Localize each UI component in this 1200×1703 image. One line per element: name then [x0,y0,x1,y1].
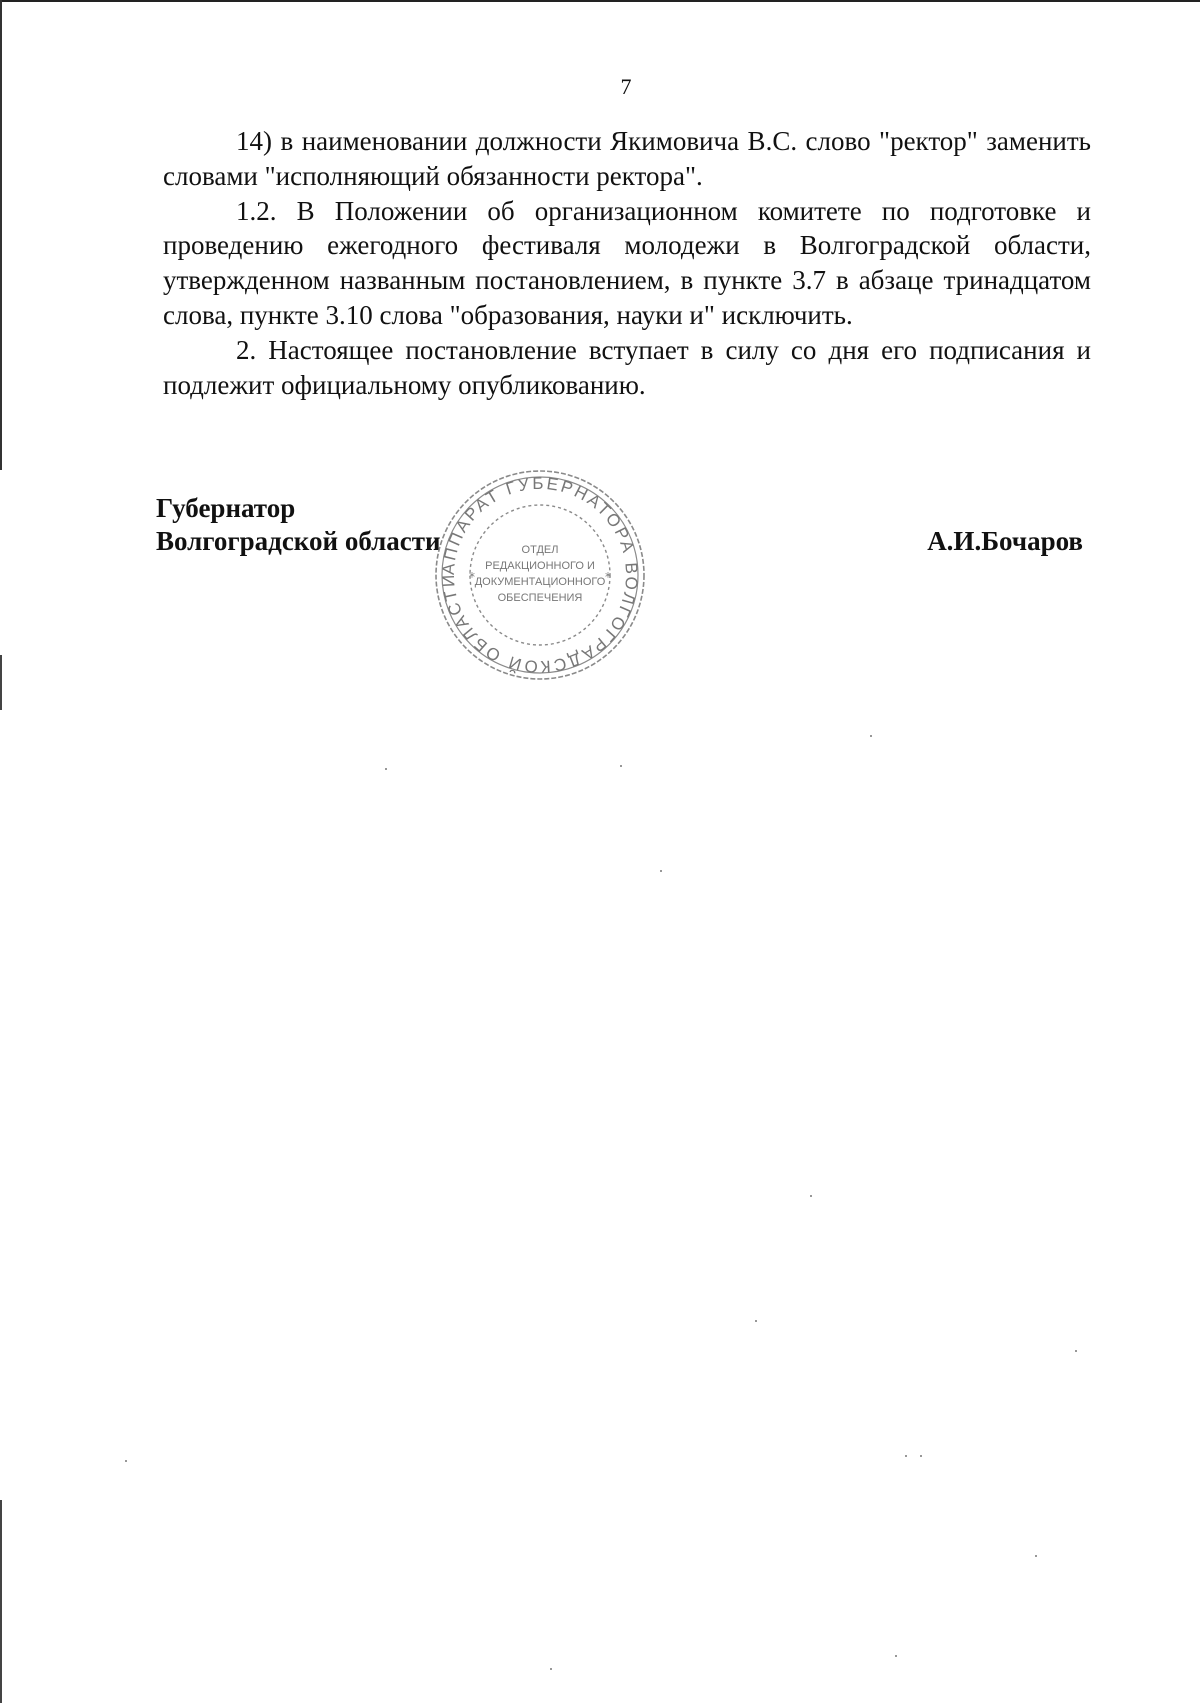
signatory-title [156,492,441,558]
scan-speck [620,765,622,767]
stamp-star-left: * [469,570,475,584]
scan-edge-left-bottom [0,1500,2,1703]
stamp-center-line4: ОБЕСПЕЧЕНИЯ [497,592,583,604]
stamp-center-line3: ДОКУМЕНТАЦИОННОГО [474,576,606,588]
paragraph-2: 2. Настоящее постановление вступает в силу со дня его подписания и подлежит официальному опубликованию. [163,334,1091,400]
stamp-center-line2: РЕДАКЦИОННОГО И [485,560,595,572]
scan-edge-left-mark [0,655,2,710]
stamp-inner-ring [470,505,610,645]
scan-speck [550,1668,552,1670]
signatory-title-line2: Волгоградской области [156,526,441,556]
stamp-outer-ring [436,471,644,679]
page-number: 7 [620,74,632,99]
scan-speck [660,870,662,872]
official-stamp [425,463,655,683]
stamp-ring-text: АППАРАТ ГУБЕРНАТОРА ВОЛГОГРАДСКОЙ ОБЛАСТИ [438,473,642,677]
signatory-name: А.И.Бочаров [927,526,1083,556]
scan-speck [810,1195,812,1197]
stamp-center-line1: ОТДЕЛ [521,544,559,556]
scan-speck [755,1320,757,1322]
scan-edge-top [0,0,1200,2]
scan-edge-left [0,0,2,470]
document-body [163,124,1091,402]
scan-speck [1075,1350,1077,1352]
signatory-title-line1: Губернатор [156,493,296,523]
paragraph-item-14: 14) в наименовании должности Якимовича В.С. слово "ректор" заменить словами "исполняющий обязанности ректора". [163,126,1091,191]
scan-speck [895,1655,897,1657]
paragraph-1-2: 1.2. В Положении об организационном комитете по подготовке и проведению ежегодного фестиваля молодежи в Волгоградской области, утвержденном названным постановлением, в пункте 3.7 в абзаце тринадцатом слова, пункте 3.10 слова "образования, науки и" исключить. [163,195,1091,330]
stamp-star-right: * [605,570,611,584]
scan-speck [870,735,872,737]
scan-speck [920,1455,922,1457]
scan-speck [385,768,387,770]
scan-speck [125,1460,127,1462]
scan-speck [905,1455,907,1457]
scan-speck [1035,1555,1037,1557]
